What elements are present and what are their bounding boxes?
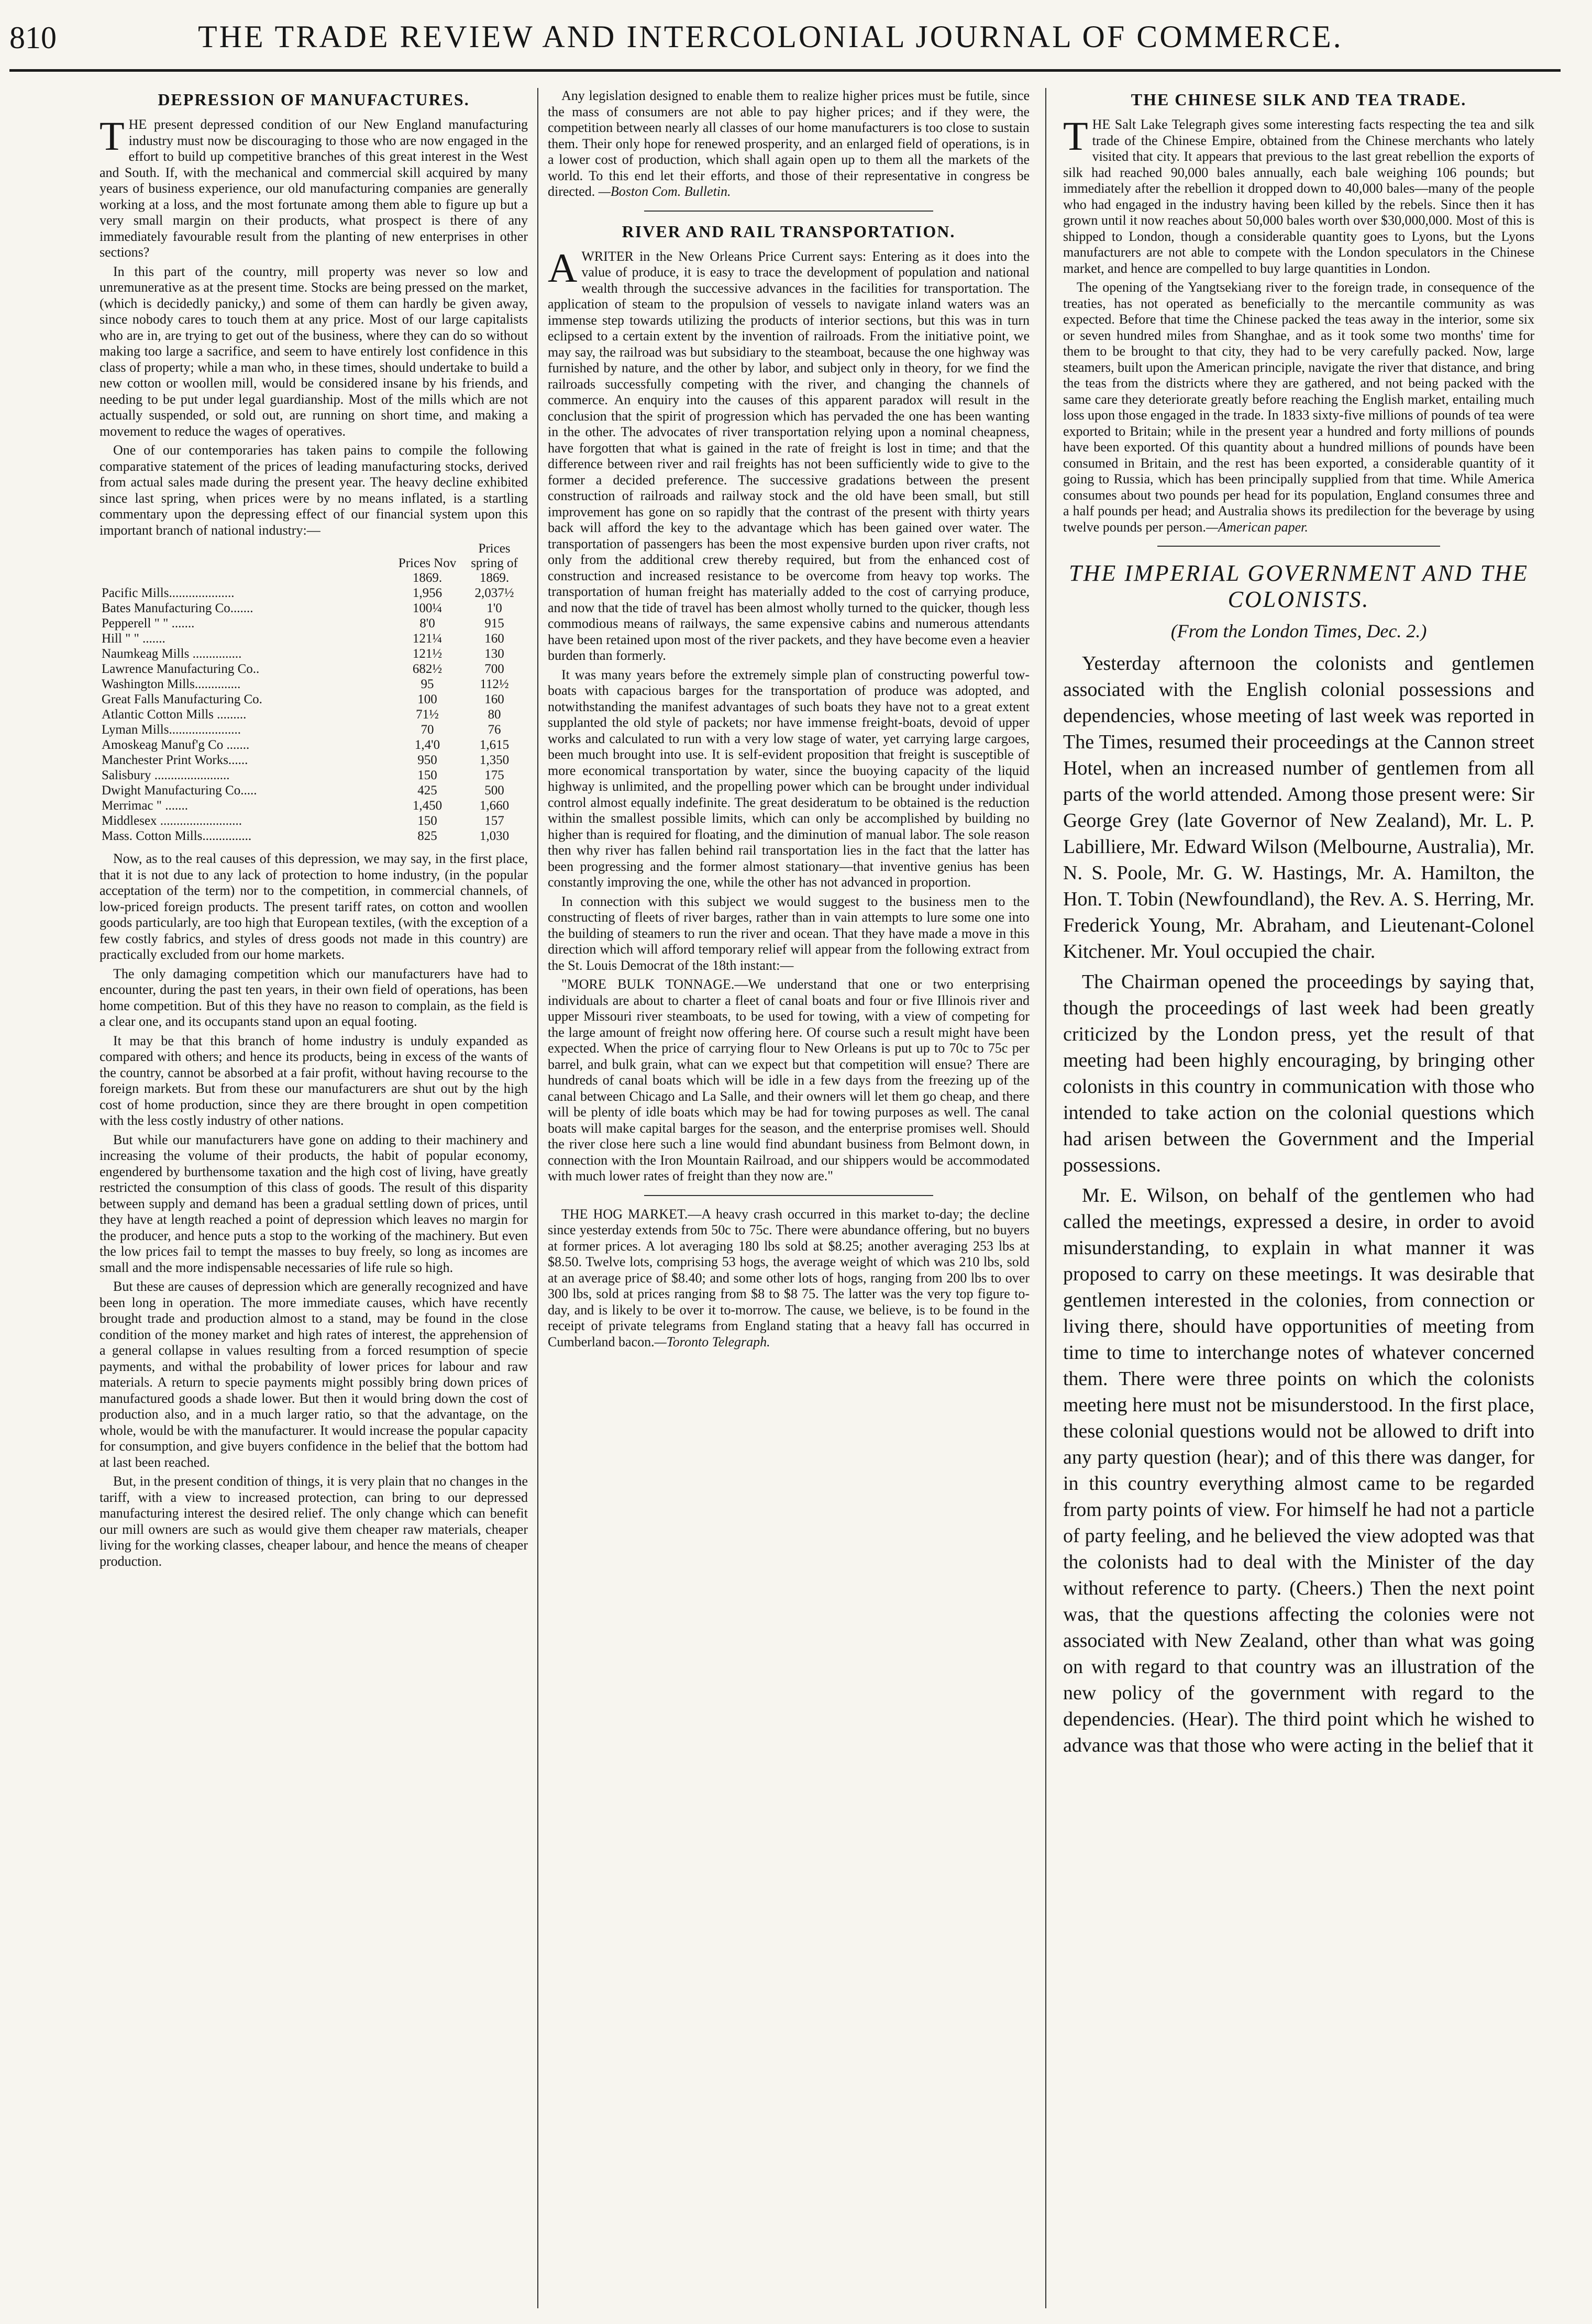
price-spring-cell: 2,037½ [474,586,514,600]
price-nov-cell: 121¼ [412,632,443,646]
article-paragraph: One of our contemporaries has taken pains to compile the following comparative statement of the prices of leading manufacturing stocks, derived from actual sales made during the present year. The heavy decline exhibited since last spring, when prices were by no means inflated, is a startling commentary upon the depressing effect of our financial system upon this important branch of national industry:— [100,442,528,538]
article-heading: DEPRESSION OF MANUFACTURES. [158,90,470,109]
price-nov-cell: 150 [417,814,437,828]
price-nov-cell: 682½ [412,662,443,676]
article-paragraph: But, in the present condition of things, it is very plain that no changes in the tariff, with a view to increased protection, can bring to our depressed manufacturing interest the desired relief. The only change which can benefit our mill owners are such as would give them cheaper raw materials, cheaper living for the working classes, cheaper labour, and hence the means of cheaper production. [100,1474,528,1569]
table-body [100,585,528,844]
column-1 [100,88,528,2308]
quoted-paragraph: "MORE BULK TONNAGE.—We understand that one or two enterprising individuals are about to charter a fleet of canal boats and four or five Illinois river and upper Missouri river steamboats, to be used for towing, with a view of competing for the large amount of freight now offering here. Of course such a result might have been expected. When the price of carrying flour to New Orleans is put up to 70c to 75c per barrel, and bulk grain, what can we expect but that competition will ensue? There are hundreds of canal boats which will be idle in a few days from the freezing up of the canal between Chicago and La Salle, and their owners will let them go cheap, and there will be plenty of idle boats which may be had for towing purposes as well. The canal boats will make capital barges for the season, and the enterprise promises well. Should the river close here such a line would find abundant business from Belmont down, in connection with the Iron Mountain Railroad, and our shippers would be accommodated with much lower rates of freight than they now are." [548,977,1030,1183]
masthead-title: THE TRADE REVIEW AND INTERCOLONIAL JOURNAL OF COMMERCE. [198,19,1343,54]
article-paragraph: It was many years before the extremely simple plan of constructing powerful tow-boats with capacious barges for the transportation of produce was adopted, and notwithstanding the manifest advantages of such boats they have not to a great extent supplanted the old style of packets; nor have immense freight-boats, devoid of upper works and calculated to run with a very low stage of water, yet carrying large cargoes, been much brought into use. It is self-evident proposition that freight is susceptible of more economical transportation by water, since the buoying capacity of the liquid highway is unlimited, and the propelling power which can be brought under individual control almost equally indefinite. The great desideratum to be obtained is the reduction within the smallest possible limits, which can only be accomplished by building no higher than is required for floating, and the diminution of manual labor. The sole reason then why river has fallen behind rail transportation lies in the fact that the latter has been progressing and the former almost stationary—that inventive genius has been constantly improving the one, while the other has not advanced in proportion. [548,667,1030,890]
drop-cap: A [548,245,578,291]
article-paragraph [548,88,1030,200]
table-row [100,585,528,601]
price-spring-cell: 1,615 [479,738,510,752]
table-row [100,616,528,631]
price-spring-cell: 915 [484,616,504,630]
article-heading: THE CHINESE SILK AND TEA TRADE. [1131,90,1467,109]
article-heading: THE IMPERIAL GOVERNMENT AND THE COLONISTS. [1069,560,1529,612]
table-row [100,677,528,692]
company-name-cell: Middlesex ......................... [102,814,242,828]
article-paragraph [100,113,528,261]
company-name-cell: Manchester Print Works...... [102,753,248,767]
article-paragraph: The Chairman opened the proceedings by saying that, though the proceedings of last week had been greatly criticized by the London press, yet the result of that meeting had been highly encouraging, by bringing other colonists in this country in communication with those who intended to take action on the colonial questions which had arisen between the Government and the Imperial possessions. [1063,971,1534,1176]
company-name-cell: Great Falls Manufacturing Co. [102,692,262,706]
company-name-cell: Bates Manufacturing Co....... [102,601,253,615]
drop-cap: T [1063,113,1088,159]
price-nov-cell: 100¼ [412,601,443,615]
paragraph-text: THE HOG MARKET.—A heavy crash occurred in this market to-day; the decline since yesterday extends from 50c to 75c. There were abundance offering, but no buyers at former prices. A lot averaging 180 lbs sold at $8.25; another averaging 253 lbs at $8.50. Twelve lots, comprising 53 hogs, the average weight of which was 210 lbs, sold at an average price of $8.40; and some other lots of hogs, ranging from 200 lbs to over 300 lbs, sold at prices ranging from $8 to $8 75. The latter was the very top figure to-day, and is likely to be over it to-morrow. The cause, we believe, is to be found in the receipt of private telegrams from England stating that a heavy fall has occurred in Cumberland bacon. [548,1206,1030,1349]
article-heading: RIVER AND RAIL TRANSPORTATION. [622,222,956,241]
article-paragraph [548,245,1030,664]
company-name-cell: Amoskeag Manuf'g Co ....... [102,738,250,752]
paragraph-text: The opening of the Yangtsekiang river to the foreign trade, in consequence of the treaties, has not operated as beneficially to the mercantile community as was expected. Before that time the Chinese packed the teas away in the interior, some six or seven hundred miles from Shanghae, and as it took some two months' time for them to be brought to that city, they had to be very carefully packed. Now, large steamers, built upon the American principle, navigate the river that distance, and bring the teas from the districts where they are gathered, and not being packed with the same care they deteriorate greatly before reaching the English market, entailing much loss upon those engaged in the trade. In 1833 sixty-five millions of pounds of tea were exported to Britain; while in the present year a hundred and forty millions of pounds have been exported. Of this quantity about a hundred millions of pounds have been consumed in Britain, and the rest has been exported, a considerable quantity of it going to Russia, which has been principally supplied from that time. While America consumes about two pounds per head for its population, England consumes three and a half pounds per head; and Australia shows its predilection for the beverage by using twelve pounds per person. [1063,280,1534,535]
table-row [100,813,528,828]
price-spring-cell: 76 [488,723,501,737]
company-name-cell: Salisbury ....................... [102,768,230,782]
page-number: 810 [9,20,57,55]
price-nov-cell: 8'0 [419,616,435,630]
price-spring-cell: 175 [484,768,504,782]
company-name-cell: Merrimac " ....... [102,799,189,813]
source-credit: —Toronto Telegraph. [654,1334,770,1349]
price-nov-cell: 1,956 [412,586,443,600]
company-name-cell: Pepperell " " ....... [102,616,195,630]
article-paragraph: But while our manufacturers have gone on adding to their machinery and increasing the volume of their products, the habit of popular economy, engendered by burthensome taxation and the high cost of living, have greatly restricted the consumption of this class of goods. The result of this disparity between supply and demand has been a gradual settling down of prices, until they have at length reached a point of depression which leaves no margin for the producer, and hence puts a stop to the working of the machinery. But even the low prices fail to tempt the masses to buy freely, so long as incomes are small and the more indispensable necessaries of life rule so high. [100,1132,528,1275]
source-credit: —American paper. [1206,519,1308,535]
article-byline: (From the London Times, Dec. 2.) [1170,621,1427,641]
table-row [100,692,528,707]
source-credit: —Boston Com. Bulletin. [598,184,731,199]
article-paragraph: Yesterday afternoon the colonists and gentlemen associated with the English colonial possessions and dependencies, whose meeting of last week was reported in The Times, resumed their proceedings at the Cannon street Hotel, when an increased number of gentlemen from all parts of the world attended. Among those present were: Sir George Grey (late Governor of New Zealand), Mr. L. P. Labilliere, Mr. Edward Wilson (Melbourne, Australia), Mr. N. S. Poole, Mr. G. W. Hastings, Mr. A. Hamilton, the Hon. T. Tobin (Newfoundland), the Rev. A. S. Herring, Mr. Frederick Young, Mr. Abraham, and Lieutenant-Colonel Kitchener. Mr. Youl occupied the chair. [1063,652,1534,962]
table-row [100,722,528,737]
price-spring-cell: 1,660 [479,799,510,813]
article-paragraph: The only damaging competition which our manufacturers have had to encounter, during the past ten years, in their own field of operations, has been home competition. But of this they have no reason to complain, as the field is a clear one, and its occupants stand upon an equal footing. [100,966,528,1029]
section-divider [644,211,933,212]
article-paragraph: But these are causes of depression which are generally recognized and have been long in operation. The more immediate causes, which have recently brought trade and production almost to a stand, may be found in the close condition of the money market and high rates of interest, the apprehension of a general collapse in values resulting from a forced resumption of specie payments, and withal the probability of lower prices for labour and raw materials. A return to specie payments might possibly bring down prices of manufactured goods a shade lower. But then it would bring down the cost of production also, and in a much larger ratio, so that the advantage, on the whole, would be with the manufacturer. It would increase the popular capacity for consumption, and give buyers confidence in the belief that the bottom had at last been reached. [100,1279,528,1470]
table-row [100,768,528,783]
price-spring-cell: 160 [484,632,504,646]
price-nov-cell: 95 [421,677,434,691]
article-paragraph: In this part of the country, mill property was never so low and unremunerative as at the present time. Stocks are being pressed on the market, (which is decidedly panicky,) and some of them can hardly be given away, since nobody cares to touch them at any price. Most of our large capitalists who are in, are trying to get out of the business, where they can do so without making too large a sacrifice, and seem to have entirely lost confidence in this class of property; while a man who, in these times, should undertake to build a new cotton or woollen mill, would be considered insane by his friends, and needing to be put under legal guardianship. Most of the mills which are not actually suspended, or sold out, are running on short time, and making a movement to reduce the wages of operatives. [100,263,528,439]
company-name-cell: Pacific Mills.................... [102,586,235,600]
price-nov-cell: 1,450 [412,799,443,813]
article-paragraph: It may be that this branch of home industry is unduly expanded as compared with others; and hence its products, being in excess of the wants of the country, cannot be absorbed at a fair profit, without having recourse to the foreign markets. But from these our manufacturers are shut out by the high cost of home production, since they are there brought in open competition with the less costly industry of other nations. [100,1033,528,1128]
table-row [100,707,528,722]
paragraph-text: WRITER in the New Orleans Price Current says: Entering as it does into the value of produce, it is easy to trace the development of population and national wealth through the successive advances in the facilities for transportation. The application of steam to the propulsion of vessels to navigate inland waters was an immense step towards utilizing the products of interior sections, but this was in turn eclipsed to a certain extent by the invention of railroads. From the initiative point, we may say, the railroad was but subsidiary to the steamboat, because the one highway was furnished by nature, and the other by labor, and subject only in theory, for we find the railroads successfully competing with the river, and changing the channels of commerce. An enquiry into the causes of this apparent paradox will result in the conclusion that the spirit of progression which has pervaded the one has been wanting in the other. The advocates of river transportation relying upon a nominal cheapness, have forgotten that what is gained in the rate of freight is lost in time; and that the difference between river and rail freights has not been sufficiently wide to give to the former a decided preference. The successive gradations between the present construction of railroads and railway stock and the old have been small, but still improvement has gone on so rapidly that the contrast of the present with thirty years back will afford the key to the advantage which has been gained over water. The transportation of passengers has been the most expensive burden upon river crafts, not only from the additional crew thereby required, but from the enhanced cost of construction and increased resistance to be overcome from heavy top works. The transportation of human freight has materially added to the cost of carrying produce, and now that the tide of travel has been almost wholly turned to the quicker, though less commodious means of railways, the same expensive cabins and numerous attendants have been retained upon most of the river packets, and they have become even a heavier burden than formerly. [548,248,1030,663]
section-divider [644,1195,933,1196]
price-spring-cell: 1'0 [487,601,502,615]
table-row [100,798,528,813]
price-spring-cell: 700 [484,662,504,676]
company-name-cell: Atlantic Cotton Mills ......... [102,707,247,722]
company-name-cell: Dwight Manufacturing Co..... [102,783,257,798]
price-spring-cell: 1,030 [479,829,510,843]
table-row [100,783,528,798]
page-header [9,15,1561,72]
company-name-cell: Naumkeag Mills ............... [102,647,242,661]
price-nov-cell: 950 [417,753,437,767]
company-name-cell: Hill " " ....... [102,632,165,646]
price-spring-cell: 130 [484,647,504,661]
table-row [100,828,528,844]
column-header-spring: Prices spring of 1869. [471,541,518,585]
article-paragraph [1063,113,1534,276]
price-spring-cell: 112½ [480,677,509,691]
column-2 [548,88,1030,2308]
article-paragraph: Mr. E. Wilson, on behalf of the gentlemen who had called the meetings, expressed a desire, in order to avoid misunderstanding, to explain in what manner it was proposed to carry on these meetings. It was desirable that gentlemen interested in the colonies, from connection or living there, should have opportunities of meeting from time to time to interchange notes of whatever concerned them. There were three points on which the colonists meeting here must not be misunderstood. In the first place, these colonial questions would not be allowed to drift into any party question (hear); and of this there was danger, for in this country everything almost came to be regarded from party points of view. For himself he had not a particle of party feeling, and he believed the view adopted was that the colonists had to deal with the Minister of the day without reference to party. (Cheers.) Then the next point was, that the questions affecting the colonies were not associated with New Zealand, other than what was going on with regard to that country was an illustration of the new policy of the government with regard to the dependencies. (Hear). The third point which he wished to advance was that those who were acting in the belief that it [1063,1185,1534,1756]
article-paragraph [1063,280,1534,535]
price-nov-cell: 71½ [416,707,439,722]
column-rule [1045,88,1046,2308]
price-spring-cell: 80 [488,707,501,722]
article-paragraph [548,1207,1030,1351]
price-nov-cell: 70 [421,723,434,737]
section-divider [1157,546,1440,547]
price-spring-cell: 1,350 [479,753,510,767]
price-nov-cell: 825 [417,829,437,843]
stock-prices-table [100,541,528,844]
price-nov-cell: 100 [417,692,437,706]
price-spring-cell: 500 [484,783,504,798]
column-3 [1063,88,1534,2308]
price-nov-cell: 121½ [412,647,443,661]
article-paragraph: In connection with this subject we would suggest to the business men to the constructing of fleets of river barges, rather than in vain attempts to lure some one into the building of steamers to run the river and ocean. That they have made a move in this direction which will afford temporary relief will appear from the following extract from the St. Louis Democrat of the 18th instant:— [548,893,1030,973]
price-nov-cell: 1,4'0 [414,738,440,752]
table-row [100,737,528,752]
paragraph-text: Any legislation designed to enable them to realize higher prices must be futile, since the mass of consumers are not able to pay higher prices; and if they were, the competition between nearly all classes of our home manufacturers is too close to sustain them. Their only hope for renewed prosperity, and an enlarged field of operations, is in a lower cost of production, which shall again open up to them all the markets of the world. To this end let their efforts, and those of their representative in congress be directed. [548,88,1030,199]
paragraph-text: HE Salt Lake Telegraph gives some interesting facts respecting the tea and silk trade of the Chinese Empire, obtained from the Chinese merchants who lately visited that city. It appears that previous to the last great rebellion the exports of silk had reached 90,000 bales annually, each bale weighing 106 pounds; but immediately after the rebellion it dropped down to 40,000 bales—many of the people who had engaged in the industry having been killed by the rebels. Since then it has grown until it now reaches about 50,000 bales worth over $30,000,000. Most of this is shipped to London, though a considerable quantity goes to Lyons, but the Lyons manufacturers are not able to compete with the London speculators in the Chinese market, and hence are compelled to buy large quantities in London. [1063,117,1534,276]
table-row [100,752,528,768]
column-header-nov: Prices Nov 1869. [398,556,457,585]
column-rule [537,88,538,2308]
table-row [100,646,528,661]
table-header-blank [100,541,394,585]
price-spring-cell: 160 [484,692,504,706]
price-nov-cell: 150 [417,768,437,782]
paragraph-text: HE present depressed condition of our New England manufacturing industry must now be discouraging to those who are now engaged in the effort to build up competitive branches of this great interest in the West and South. If, with the mechanical and commercial skill acquired by many years of business experience, our old manufacturing companies are generally working at a loss, and the most fortunate among them able to figure up but a very small margin on their products, what prospect is there of any immediately favourable result from the planting of new enterprises in other sections? [100,117,528,260]
article-paragraph: Now, as to the real causes of this depression, we may say, in the first place, that it is not due to any lack of protection to home industry, (in the popular acceptation of the term) nor to the competition, in commercial channels, of low-priced foreign products. The present tariff rates, on cotton and woollen goods particularly, are too high that European textiles, (with the exception of a few costly fabrics, and styles of dress goods not made in this country) are practically excluded from our home markets. [100,851,528,962]
table-header-row [100,541,528,585]
price-spring-cell: 157 [484,814,504,828]
table-row [100,601,528,616]
company-name-cell: Mass. Cotton Mills............... [102,829,252,843]
price-nov-cell: 425 [417,783,437,798]
drop-cap: T [100,113,125,159]
table-row [100,631,528,646]
company-name-cell: Washington Mills.............. [102,677,241,691]
table-row [100,661,528,677]
company-name-cell: Lawrence Manufacturing Co.. [102,662,260,676]
company-name-cell: Lyman Mills...................... [102,723,241,737]
